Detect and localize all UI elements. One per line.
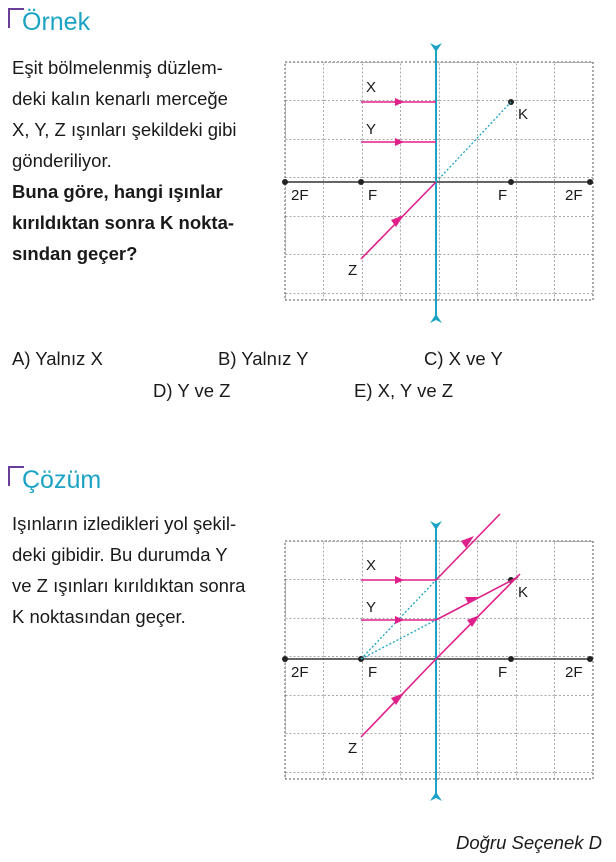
point-2f-right: [587, 179, 593, 185]
point-f-left: [358, 179, 364, 185]
label-y: Y: [366, 599, 377, 616]
label-k: K: [518, 584, 529, 601]
label-y: Y: [366, 121, 377, 138]
label-2f-left: 2F: [291, 664, 309, 681]
point-2f-left: [282, 656, 288, 662]
label-2f-left: 2F: [291, 187, 309, 204]
question-line: sından geçer?: [12, 243, 138, 264]
solution-line: Işınların izledikleri yol şekil-: [12, 513, 237, 534]
label-2f-right: 2F: [565, 664, 583, 681]
correct-answer: Doğru Seçenek D: [455, 832, 602, 853]
solution-line: K noktasından geçer.: [12, 606, 186, 627]
label-z: Z: [348, 740, 358, 757]
label-k: K: [518, 106, 529, 123]
example-line: X, Y, Z ışınları şekildeki gibi: [12, 119, 237, 140]
solution-line: ve Z ışınları kırıldıktan sonra: [12, 575, 246, 596]
lens-bottom-arrow: [430, 314, 442, 323]
example-figure: [282, 43, 593, 323]
point-2f-left: [282, 179, 288, 185]
label-f-left: F: [368, 664, 378, 681]
example-line: Eşit bölmelenmiş düzlem-: [12, 57, 223, 78]
label-x: X: [366, 557, 377, 574]
question-line: kırıldıktan sonra K nokta-: [12, 212, 235, 233]
option-d[interactable]: D) Y ve Z: [153, 380, 231, 401]
lens-top-arrow: [430, 43, 442, 52]
solution-title: Çözüm: [22, 466, 102, 494]
point-2f-right: [587, 656, 593, 662]
option-a[interactable]: A) Yalnız X: [12, 348, 103, 369]
point-f-right: [508, 179, 514, 185]
solution-line: deki gibidir. Bu durumda Y: [12, 544, 228, 565]
question-line: Buna göre, hangi ışınlar: [12, 181, 223, 202]
solution-figure: [282, 514, 593, 801]
option-c[interactable]: C) X ve Y: [424, 348, 503, 369]
lens-bottom-arrow: [430, 792, 442, 801]
option-e[interactable]: E) X, Y ve Z: [354, 380, 454, 401]
label-f-right: F: [498, 664, 508, 681]
example-line: gönderiliyor.: [12, 150, 112, 171]
point-f-right: [508, 656, 514, 662]
label-f-right: F: [498, 187, 508, 204]
label-z: Z: [348, 262, 358, 279]
example-title: Örnek: [22, 8, 91, 36]
lens-top-arrow: [430, 521, 442, 530]
option-b[interactable]: B) Yalnız Y: [218, 348, 309, 369]
label-2f-right: 2F: [565, 187, 583, 204]
label-x: X: [366, 79, 377, 96]
example-line: deki kalın kenarlı merceğe: [12, 88, 228, 109]
grid: [285, 62, 593, 300]
label-f-left: F: [368, 187, 378, 204]
